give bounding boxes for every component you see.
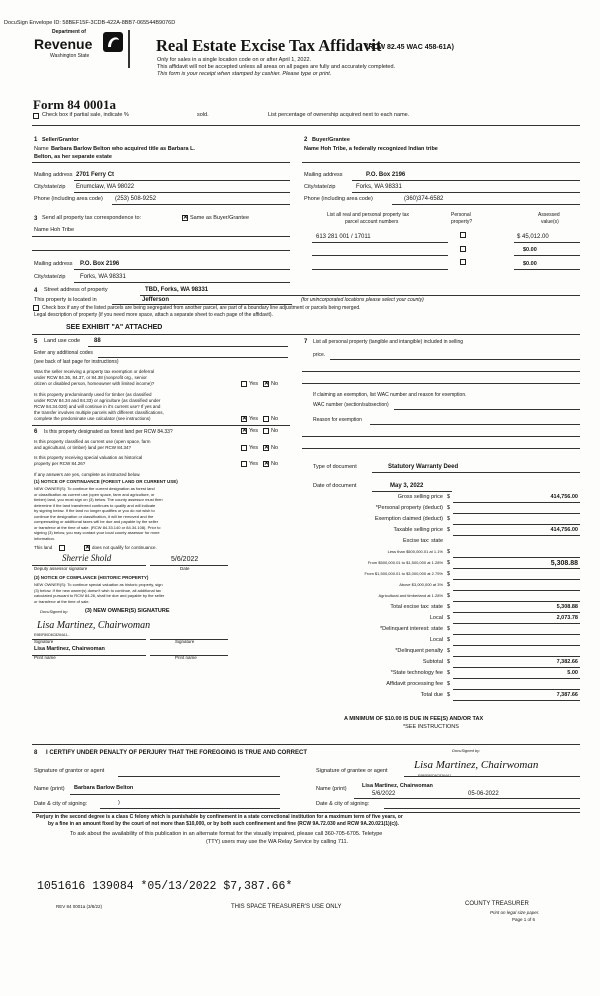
grantee-print-name[interactable]: Lisa Martinez, Chairwoman xyxy=(362,783,433,789)
buyer-mailing[interactable]: P.O. Box 2196 xyxy=(366,172,406,178)
revision: REV 84 0001a (3/8/22) xyxy=(56,904,103,909)
tax-bracket-amount[interactable]: 5,308.88 xyxy=(550,560,578,567)
seller-name-cont[interactable]: Belton, as her separate estate xyxy=(34,154,112,160)
form-title: Real Estate Excise Tax Affidavit xyxy=(156,36,382,55)
buyer-heading: Buyer/Grantee xyxy=(312,137,350,143)
total-due[interactable]: 7,387.66 xyxy=(556,692,578,698)
forest-yes-checkbox[interactable]: ✕ xyxy=(242,428,248,434)
grantor-print-name[interactable]: Barbara Barlow Belton xyxy=(74,785,134,791)
seller-mailing[interactable]: 2701 Ferry Ct xyxy=(76,172,115,178)
notice-compliance: (2) NOTICE OF COMPLIANCE (HISTORIC PROPERTY) xyxy=(34,575,149,580)
treasurer-stamp: 1051616 139084 *05/13/2022 $7,387.66* xyxy=(37,880,293,893)
minimum-fee-note: A MINIMUM OF $10.00 IS DUE IN FEE(S) AND/OR TAX xyxy=(344,716,484,722)
grantee-date[interactable]: 5/6/2022 xyxy=(372,791,396,797)
document-date[interactable]: May 3, 2022 xyxy=(390,483,424,489)
citation: (RCW 82.45 WAC 458-61A) xyxy=(366,44,454,51)
personal-property-heading: List all personal property (tangible and intangible) included in selling xyxy=(313,339,464,345)
seller-name[interactable]: Barbara Barlow Belton who acquired title as Barbara L. xyxy=(51,146,195,152)
local-tax[interactable]: 2,073.78 xyxy=(556,615,578,621)
personal-property-checkbox-3[interactable] xyxy=(460,259,466,265)
gross-selling-price[interactable]: 414,756.00 xyxy=(550,494,578,500)
total-state-tax[interactable]: 5,308.88 xyxy=(556,604,578,610)
buyer-phone[interactable]: (360)374-6582 xyxy=(404,196,444,202)
form-number: Form 84 0001a xyxy=(33,97,117,112)
notice-continuance: (1) NOTICE OF CONTINUANCE (FOREST LAND OR CURRENT USE) xyxy=(34,479,178,484)
personal-property-checkbox-2[interactable] xyxy=(460,246,466,252)
exemption-yes-checkbox[interactable] xyxy=(241,381,247,387)
partial-sale-checkbox[interactable] xyxy=(33,113,39,119)
revenue-logo xyxy=(26,29,144,69)
parcel-number[interactable]: 613 281 001 / 17011 xyxy=(316,234,371,240)
timber-no-checkbox[interactable] xyxy=(263,416,269,422)
current-use-no-checkbox[interactable]: ✕ xyxy=(264,445,270,451)
correspondence-mailing[interactable]: P.O. Box 2196 xyxy=(80,261,120,267)
segregated-parcel-checkbox[interactable] xyxy=(33,305,39,311)
correspondence-city[interactable]: Forks, WA 98331 xyxy=(80,274,126,280)
forest-no-checkbox[interactable] xyxy=(263,428,269,434)
land-use-code[interactable]: 88 xyxy=(94,338,101,344)
county[interactable]: Jefferson xyxy=(142,297,170,303)
historic-yes-checkbox[interactable] xyxy=(241,461,247,467)
correspondence-heading: Send all property tax correspondence to: xyxy=(42,215,142,221)
legal-description[interactable]: SEE EXHIBIT "A" ATTACHED xyxy=(66,324,163,331)
assessor-signature[interactable]: Sherrie Shold xyxy=(62,553,112,563)
seller-city[interactable]: Enumclaw, WA 98022 xyxy=(76,184,135,190)
new-owner-heading: (3) NEW OWNER(S) SIGNATURE xyxy=(85,608,170,614)
grantee-date-alt[interactable]: 05-06-2022 xyxy=(468,791,499,797)
treasurer-space: THIS SPACE TREASURER'S USE ONLY xyxy=(231,904,342,910)
document-type[interactable]: Statutory Warranty Deed xyxy=(388,464,459,470)
assessed-value-3[interactable]: $0.00 xyxy=(523,261,537,267)
affidavit-page: DocuSign Envelope ID: 58BEF15F-3CDB-422A-8BB7-065544B9076D Department of Revenue Washington State Real Estate Excise Tax Affidavit (RCW 82.45 WAC 458-61A) Only for sales in a single location code on or after April 1, 2022. This affidavit will not be accepted unless all areas on all pages are fully and accurately completed. This form is your receipt when stamped by cashier. Please type or print. Form 84 0001a Check box if partial sale, indicate % sold. List percentage of ownership acquired next to each name. 1 Seller/Grantor Name Barbara Barlow Belton who acquired title as Barbara L. Belton, as her separate estate Mailing address 2701 Ferry Ct City/state/zip Enumclaw, WA 98022 Phone (including area code) (253) 508-9252 2 Buyer/Grantee Name Hoh Tribe, a federally recognized Indian tribe Mailing address P.O. Box 2196 City/state/zip Forks, WA 98331 Phone (including area code) (360)374-6582 3 Send all property tax correspondence to: ✕ Same as Buyer/Grantee Name Hoh Tribe Mailing address P.O. Box 2196 City/state/zip Forks, WA 98331 List all real and personal property tax parcel account numbers Personal property? Assessed value(s) 613 281 001 / 17011 $ 45,012.00 $0.00 $0.00 4 Street address of property TBD, Forks, WA 98331 This property is located in Jefferson (for unincorporated locations please select your county) Check box if any of the listed parcels are being segregated from another parcel, are part of a boundary line adjustment or parcels being merged. Legal description of property (if you need more space, attach a separate sheet to each page of the affidavit). SEE EXHIBIT "A" ATTACHED 5 Land use code 88 Enter any additional codes (see back of last page for instructions) Was the seller receiving a property tax exemption or deferral under RCW 84.36, 84.37, or 84.38 (nonprofit org., senior citizen or disabled person, homeowner with limited income)? Yes ✕ No Is this property predominantly used for timber (as classified under RCW 84.34 and 84.33) or agriculture (as classified under RCW 84.34.020) and will continue in it's current use? If yes and the transfer involves multiple parcels with different classifications, complete the predominate use calculator (see instructions) ✕ Yes No 6 Is this property designated as forest land per RCW 84.33? ✕ Yes No Is this property classified as current use (open space, farm and agricultural, or timber) land per RCW 84.34? Yes ✕ No Is this property receiving special valuation as historical property per RCW 84.26? Yes ✕ No If any answers are yes, complete as instructed below. (1) NOTICE OF CONTINUANCE (FOREST LAND OR CURRENT USE) NEW OWNER(S): To continue the current designation as forest land or classification as current use (open space, farm and agriculture, or timber) land, you must sign on (3) below. The county assessor must then determine if the land transferred continues to qualify and will indicate by signing below. If the land no longer qualifies or you do not wish to continue the designation or classification, it will be removed and the compensating or additional taxes will be due and payable by the seller or transferor at the time of sale. (RCW 84.33.140 or 84.34.108). Prior to signing (3) below, you may contact your local county assessor for more information. This land ✕ does not qualify for continuance. Sherrie Shold 5/6/2022 Deputy assessor signature Date (2) NOTICE OF COMPLIANCE (HISTORIC PROPERTY) NEW OWNER(S): To continue special valuation as historic property, sign (3) below. If the new owner(s) doesn't wish to continue, all additional tax calculated pursuant to RCW 84.26, shall be due and payable by the seller or transferor at the time of sale. DocuSigned by: (3) NEW OWNER(S) SIGNATURE Lisa Martinez, Chairwoman E980F80D6C8264A1... Signature Signature Lisa Martinez, Chairwoman Print name Print name 7 List all personal property (tangible and intangible) included in selling price. If claiming an exemption, list WAC number and reason for exemption. WAC number (section/subsection) Reason for exemption Type of document Statutory Warranty Deed Date of document May 3, 2022 Gross selling price *Personal property (deduct) Exemption claimed (deduct) Taxable selling price Excise tax: state Less than $500,000.01 at 1.1% From $500,000.01 to $1,500,000 at 1.28% From $1,500,000.01 to $3,000,000 at 2.75% Above $3,000,000 at 3% Agricultural and timberland at 1.28% Total excise tax: state Local *Delinquent interest: state Local *Delinquent penalty Subtotal *State technology fee Affidavit processing fee Total due $ $ $ $ $ $ $ $ $ $ $ $ $ $ $ $ $ $ 414,756.00 414,756.00 5,308.88 5,308.88 2,073.78 7,382.66 5.00 7,387.66 A MINIMUM OF $10.00 IS DUE IN FEE(S) AND/OR TAX *SEE INSTRUCTIONS 8 I CERTIFY UNDER PENALTY OF PERJURY THAT THE FOREGOING IS TRUE AND CORRECT DocuSigned by: Signature of grantor or agent Signature of grantee or agent Lisa Martinez, Chairwoman E980F80D6C8264A1... Name (print) Barbara Barlow Belton Name (print) Lisa Martinez, Chairwoman 5/6/2022 05-06-2022 Date & city of signing: ) Date & city of signing: Perjury in the second degree is a class C felony which is punishable by confinement in a state correctional institution for a maximum term of five years, or by a fine in an amount fixed by the court of not more than $10,000, or by both such confinement and fine (RCW 9A.72.030 and RCW 9A.20.021(1)(c)). To ask about the availability of this publication in an alternate format for the visually impaired, please call 360-705-6705. Teletype (TTY) users may use the WA Relay Service by calling 711. 1051616 139084 *05/13/2022 $7,387.66* REV 84 0001a (3/8/22) THIS SPACE TREASURER'S USE ONLY COUNTY TREASURER Print on legal size paper. Page 1 of 6 xyxy=(0,0,600,996)
unincorporated-note: (for unincorporated locations please select your county) xyxy=(301,297,424,303)
grantee-signature[interactable]: Lisa Martinez, Chairwoman xyxy=(414,759,539,771)
exemption-no-checkbox[interactable]: ✕ xyxy=(264,381,270,387)
certify-heading: I CERTIFY UNDER PENALTY OF PERJURY THAT THE FOREGOING IS TRUE AND CORRECT xyxy=(46,750,308,756)
subtotal[interactable]: 7,382.66 xyxy=(556,659,578,665)
correspondence-name[interactable]: Name Hoh Tribe xyxy=(34,227,75,233)
assessed-value-2[interactable]: $0.00 xyxy=(523,247,537,253)
same-as-buyer-checkbox[interactable]: ✕ xyxy=(183,215,189,221)
technology-fee[interactable]: 5.00 xyxy=(567,670,578,676)
page-number: Page 1 of 6 xyxy=(512,917,536,922)
partial-sale-label: Check box if partial sale, indicate % xyxy=(42,112,129,118)
tax-calculation: Gross selling price *Personal property (deduct) Exemption claimed (deduct) Taxable selling price Excise tax: state Less than $500,000.01 at 1.1% From $500,000.01 to $1,500,000 at 1.28% From $1,500,000.01 to $3,000,000 at 2.75% Above $3,000,000 at 3% Agricultural and timberland at 1.28% Total excise tax: state Local *Delinquent interest: state Local *Delinquent penalty Subtotal *State technology fee Affidavit processing fee Total due $ $ $ $ $ $ $ $ $ $ $ $ $ $ $ $ $ $ 414,756.00 414,756.00 5,308.88 5,308.88 2,073.78 7,382.66 5.00 7,387.66 xyxy=(300,494,580,714)
current-use-yes-checkbox[interactable] xyxy=(241,445,247,451)
seller-phone[interactable]: (253) 508-9252 xyxy=(115,196,157,202)
perjury-notice: Perjury in the second degree is a class C felony which is punishable by confinement in a state correctional institution for a maximum term of five years, or xyxy=(36,814,403,820)
buyer-name[interactable]: Name Hoh Tribe, a federally recognized Indian tribe xyxy=(304,146,438,152)
assessor-date[interactable]: 5/6/2022 xyxy=(171,556,199,563)
notice-1: Only for sales in a single location code on or after April 1, 2022. xyxy=(157,57,312,63)
historic-no-checkbox[interactable]: ✕ xyxy=(264,461,270,467)
assessed-value-1[interactable]: $ 45,012.00 xyxy=(517,234,549,240)
land-does-checkbox[interactable] xyxy=(59,545,65,551)
notice-2: This affidavit will not be accepted unless all areas on all pages are fully and accurately completed. xyxy=(157,64,396,70)
logo-revenue-text: Revenue xyxy=(34,36,93,52)
land-does-not-checkbox[interactable]: ✕ xyxy=(85,545,91,551)
envelope-id: DocuSign Envelope ID: 58BEF15F-3CDB-422A-8BB7-065544B9076D xyxy=(4,20,176,26)
new-owner-signature[interactable]: Lisa Martinez, Chairwoman xyxy=(37,620,151,631)
logo-state-text: Washington State xyxy=(50,53,90,59)
timber-yes-checkbox[interactable]: ✕ xyxy=(242,416,248,422)
buyer-city[interactable]: Forks, WA 98331 xyxy=(356,184,402,190)
logo-dept-text: Department of xyxy=(52,29,86,35)
logo-emblem-icon xyxy=(102,31,124,53)
seller-heading: Seller/Grantor xyxy=(42,137,79,143)
personal-property-checkbox-1[interactable] xyxy=(460,232,466,238)
notice-3: This form is your receipt when stamped by cashier. Please type or print. xyxy=(157,71,332,77)
ownership-note: List percentage of ownership acquired next to each name. xyxy=(268,112,410,118)
taxable-selling-price[interactable]: 414,756.00 xyxy=(550,527,578,533)
property-street[interactable]: TBD, Forks, WA 98331 xyxy=(145,287,209,293)
new-owner-print[interactable]: Lisa Martinez, Chairwoman xyxy=(34,646,105,652)
